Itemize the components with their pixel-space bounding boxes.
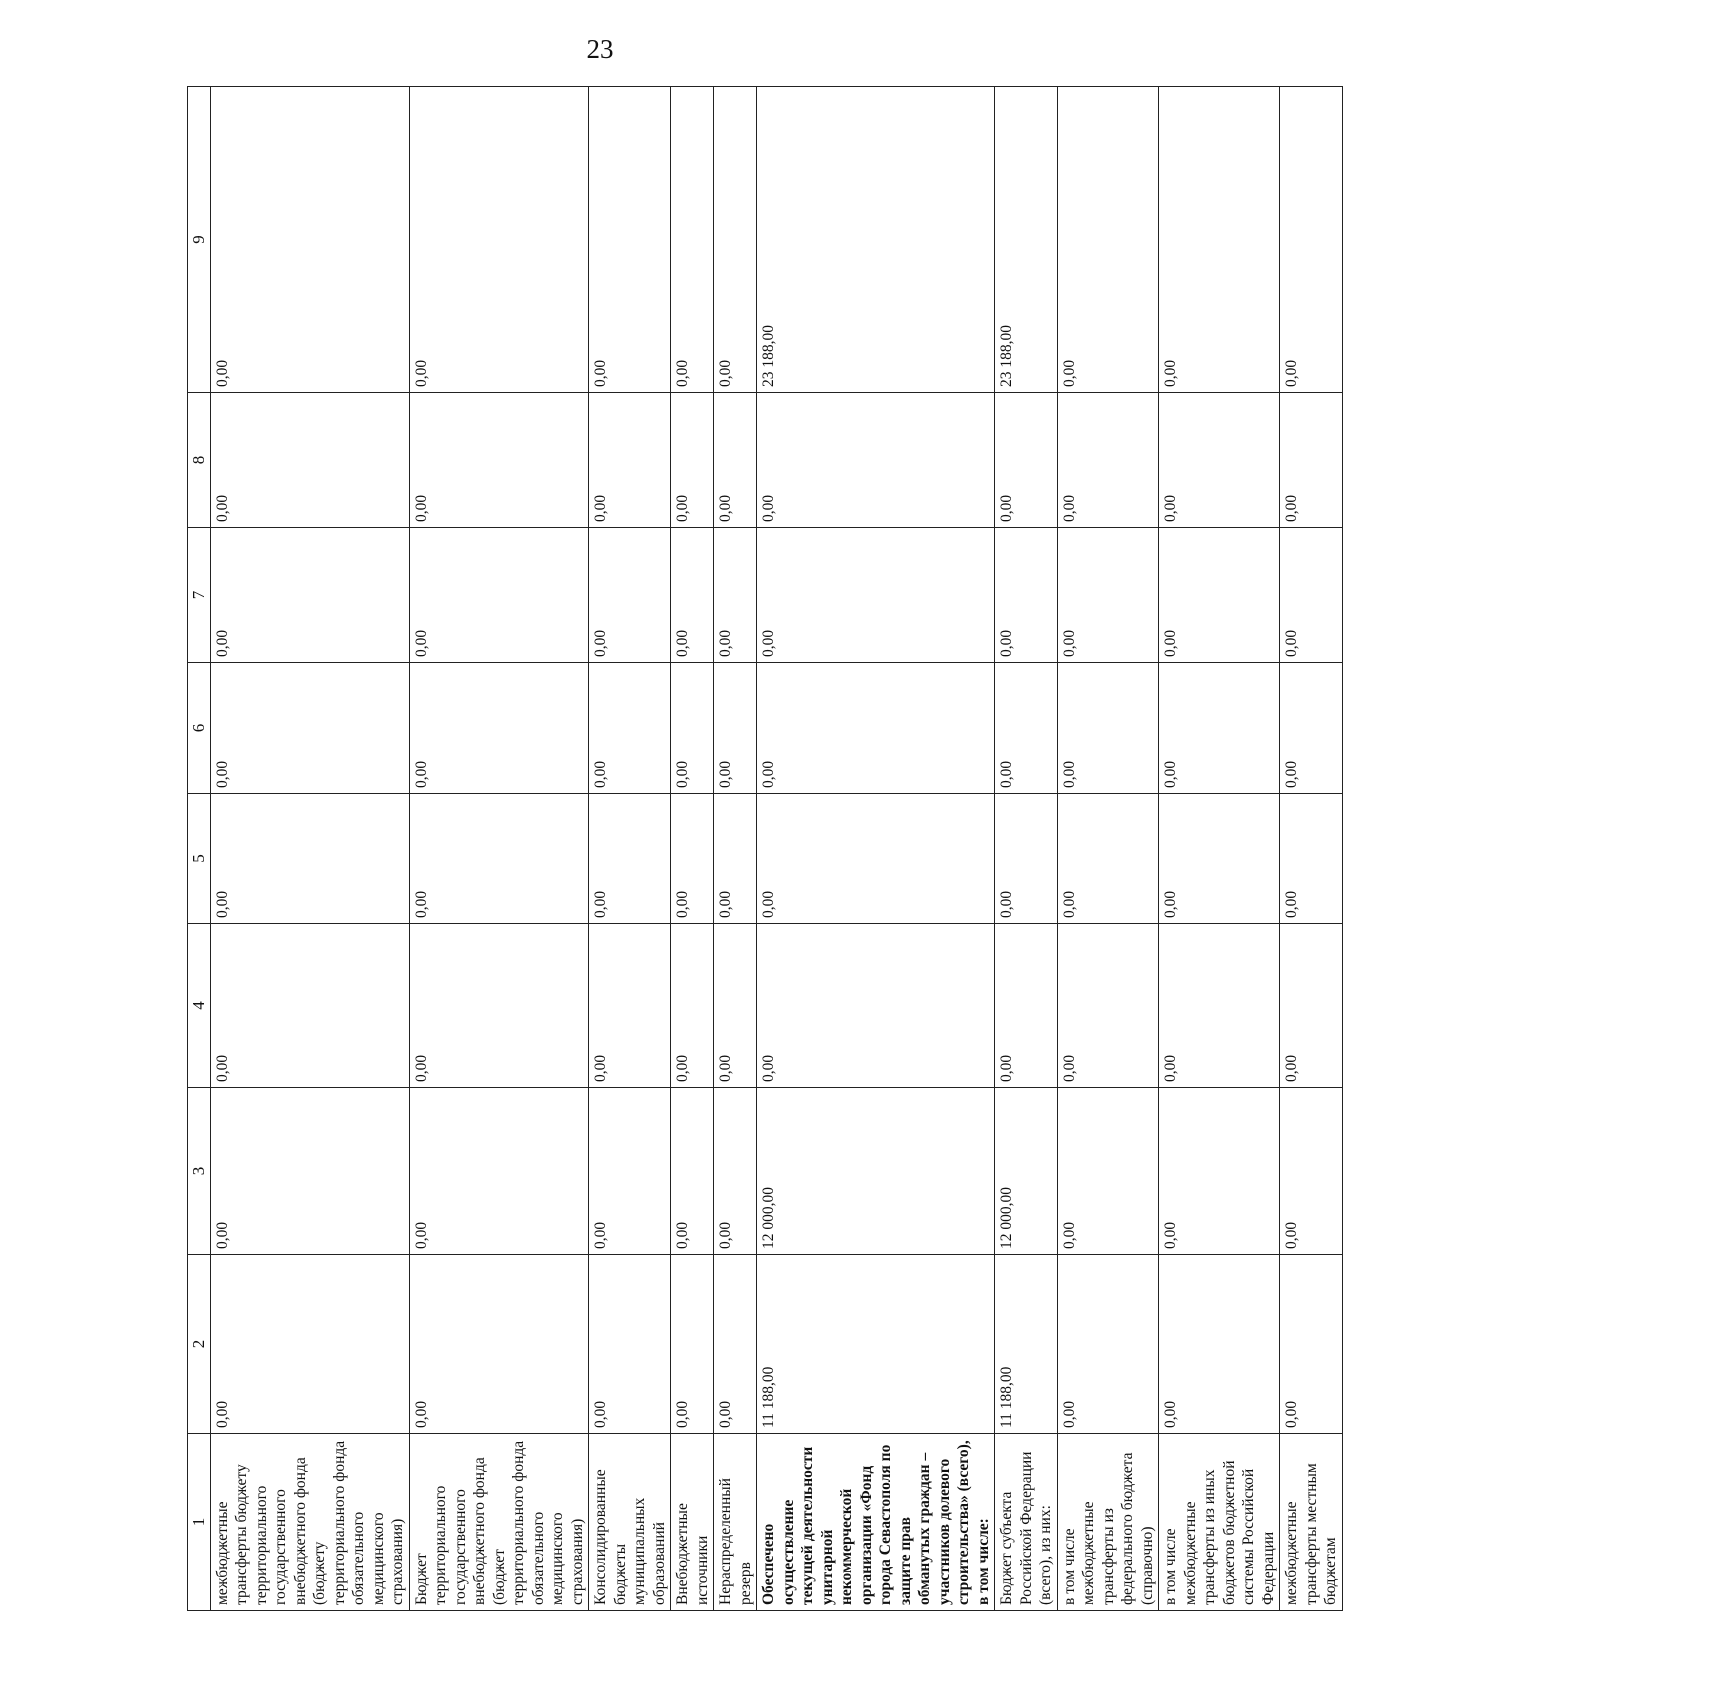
value-cell: 0,00	[1280, 528, 1343, 663]
value-cell: 0,00	[1057, 87, 1159, 393]
value-cell: 0,00	[757, 528, 995, 663]
row-label: межбюджетные трансферты бюджету территориального государственного внебюджетного фонда (бюджету территориального фонда обязательного медицинского страхования)	[210, 1434, 409, 1611]
value-cell: 0,00	[671, 1088, 714, 1255]
value-cell: 11 188,00	[757, 1255, 995, 1434]
value-cell: 0,00	[1159, 393, 1280, 528]
header-cell: 7	[188, 528, 211, 663]
value-cell: 0,00	[409, 87, 589, 393]
value-cell: 0,00	[589, 393, 671, 528]
table-row	[210, 87, 409, 1611]
table-row	[757, 87, 995, 1611]
header-cell: 2	[188, 1255, 211, 1434]
value-cell: 0,00	[210, 794, 409, 924]
table-row	[1159, 87, 1280, 1611]
value-cell: 0,00	[714, 663, 757, 794]
value-cell: 0,00	[409, 1255, 589, 1434]
value-cell: 0,00	[1159, 794, 1280, 924]
row-label: Нераспределенный резерв	[714, 1434, 757, 1611]
value-cell: 0,00	[671, 393, 714, 528]
value-cell: 0,00	[210, 87, 409, 393]
value-cell: 23 188,00	[757, 87, 995, 393]
value-cell: 0,00	[1280, 393, 1343, 528]
value-cell: 0,00	[1280, 1255, 1343, 1434]
value-cell: 0,00	[714, 924, 757, 1088]
table-row	[409, 87, 589, 1611]
header-cell: 8	[188, 393, 211, 528]
value-cell: 0,00	[589, 528, 671, 663]
value-cell: 0,00	[714, 393, 757, 528]
header-cell: 3	[188, 1088, 211, 1255]
table-row	[1057, 87, 1159, 1611]
value-cell: 0,00	[1280, 924, 1343, 1088]
value-cell: 0,00	[995, 393, 1058, 528]
value-cell: 0,00	[589, 87, 671, 393]
value-cell: 0,00	[1159, 87, 1280, 393]
row-label: Внебюджетные источники	[671, 1434, 714, 1611]
value-cell: 12 000,00	[757, 1088, 995, 1255]
value-cell: 0,00	[1057, 393, 1159, 528]
value-cell: 0,00	[714, 1088, 757, 1255]
value-cell: 0,00	[757, 794, 995, 924]
value-cell: 0,00	[1057, 528, 1159, 663]
value-cell: 0,00	[1280, 663, 1343, 794]
header-cell: 1	[188, 1434, 211, 1611]
table-row	[589, 87, 671, 1611]
value-cell: 0,00	[714, 1255, 757, 1434]
value-cell: 0,00	[1159, 528, 1280, 663]
row-label: Бюджет субъекта Российской Федерации (всего), из них:	[995, 1434, 1058, 1611]
row-label: Бюджет территориального государственного внебюджетного фонда (бюджет территориального фонда обязательного медицинского страхования)	[409, 1434, 589, 1611]
row-label: Консолидированные бюджеты муниципальных образований	[589, 1434, 671, 1611]
value-cell: 0,00	[757, 924, 995, 1088]
value-cell: 0,00	[589, 794, 671, 924]
value-cell: 0,00	[409, 924, 589, 1088]
value-cell: 0,00	[757, 663, 995, 794]
value-cell: 0,00	[995, 528, 1058, 663]
table-row	[1280, 87, 1343, 1611]
page-number: 23	[586, 34, 614, 64]
table-row	[671, 87, 714, 1611]
value-cell: 0,00	[409, 1088, 589, 1255]
table-rotator	[187, 87, 1339, 1611]
value-cell: 0,00	[210, 528, 409, 663]
value-cell: 12 000,00	[995, 1088, 1058, 1255]
value-cell: 0,00	[589, 663, 671, 794]
value-cell: 0,00	[1159, 1088, 1280, 1255]
value-cell: 0,00	[1057, 663, 1159, 794]
value-cell: 23 188,00	[995, 87, 1058, 393]
value-cell: 0,00	[995, 794, 1058, 924]
value-cell: 0,00	[671, 528, 714, 663]
value-cell: 0,00	[210, 1088, 409, 1255]
value-cell: 0,00	[671, 1255, 714, 1434]
table-header-row	[188, 87, 211, 1611]
value-cell: 0,00	[1057, 924, 1159, 1088]
value-cell: 0,00	[1280, 1088, 1343, 1255]
row-label: в том числе межбюджетные трансферты из федерального бюджета (справочно)	[1057, 1434, 1159, 1611]
row-label: межбюджетные трансферты местным бюджетам	[1280, 1434, 1343, 1611]
value-cell: 0,00	[210, 924, 409, 1088]
value-cell: 0,00	[995, 924, 1058, 1088]
value-cell: 0,00	[671, 924, 714, 1088]
table-stage	[187, 87, 1711, 1605]
value-cell: 0,00	[995, 663, 1058, 794]
value-cell: 0,00	[714, 794, 757, 924]
value-cell: 11 188,00	[995, 1255, 1058, 1434]
value-cell: 0,00	[1159, 924, 1280, 1088]
value-cell: 0,00	[714, 87, 757, 393]
value-cell: 0,00	[1057, 1255, 1159, 1434]
header-cell: 5	[188, 794, 211, 924]
value-cell: 0,00	[1159, 1255, 1280, 1434]
value-cell: 0,00	[210, 663, 409, 794]
value-cell: 0,00	[409, 794, 589, 924]
value-cell: 0,00	[589, 1255, 671, 1434]
table-row	[714, 87, 757, 1611]
value-cell: 0,00	[589, 924, 671, 1088]
value-cell: 0,00	[409, 393, 589, 528]
header-cell: 9	[188, 87, 211, 393]
value-cell: 0,00	[1159, 663, 1280, 794]
value-cell: 0,00	[714, 528, 757, 663]
table-row	[995, 87, 1058, 1611]
value-cell: 0,00	[210, 393, 409, 528]
value-cell: 0,00	[210, 1255, 409, 1434]
value-cell: 0,00	[1280, 794, 1343, 924]
value-cell: 0,00	[1057, 1088, 1159, 1255]
value-cell: 0,00	[589, 1088, 671, 1255]
value-cell: 0,00	[1280, 87, 1343, 393]
value-cell: 0,00	[757, 393, 995, 528]
value-cell: 0,00	[671, 87, 714, 393]
row-label: в том числе межбюджетные трансферты из иных бюджетов бюджетной системы Российской Федерации	[1159, 1434, 1280, 1611]
row-label: Обеспечено осуществление текущей деятельности унитарной некоммерческой организации «Фонд города Севастополя по защите прав обманутых граждан – участников долевого строительства» (всего), в том числе:	[757, 1434, 995, 1611]
value-cell: 0,00	[409, 528, 589, 663]
header-cell: 6	[188, 663, 211, 794]
header-cell: 4	[188, 924, 211, 1088]
value-cell: 0,00	[671, 794, 714, 924]
value-cell: 0,00	[1057, 794, 1159, 924]
budget-table	[187, 86, 1343, 1611]
value-cell: 0,00	[409, 663, 589, 794]
value-cell: 0,00	[671, 663, 714, 794]
